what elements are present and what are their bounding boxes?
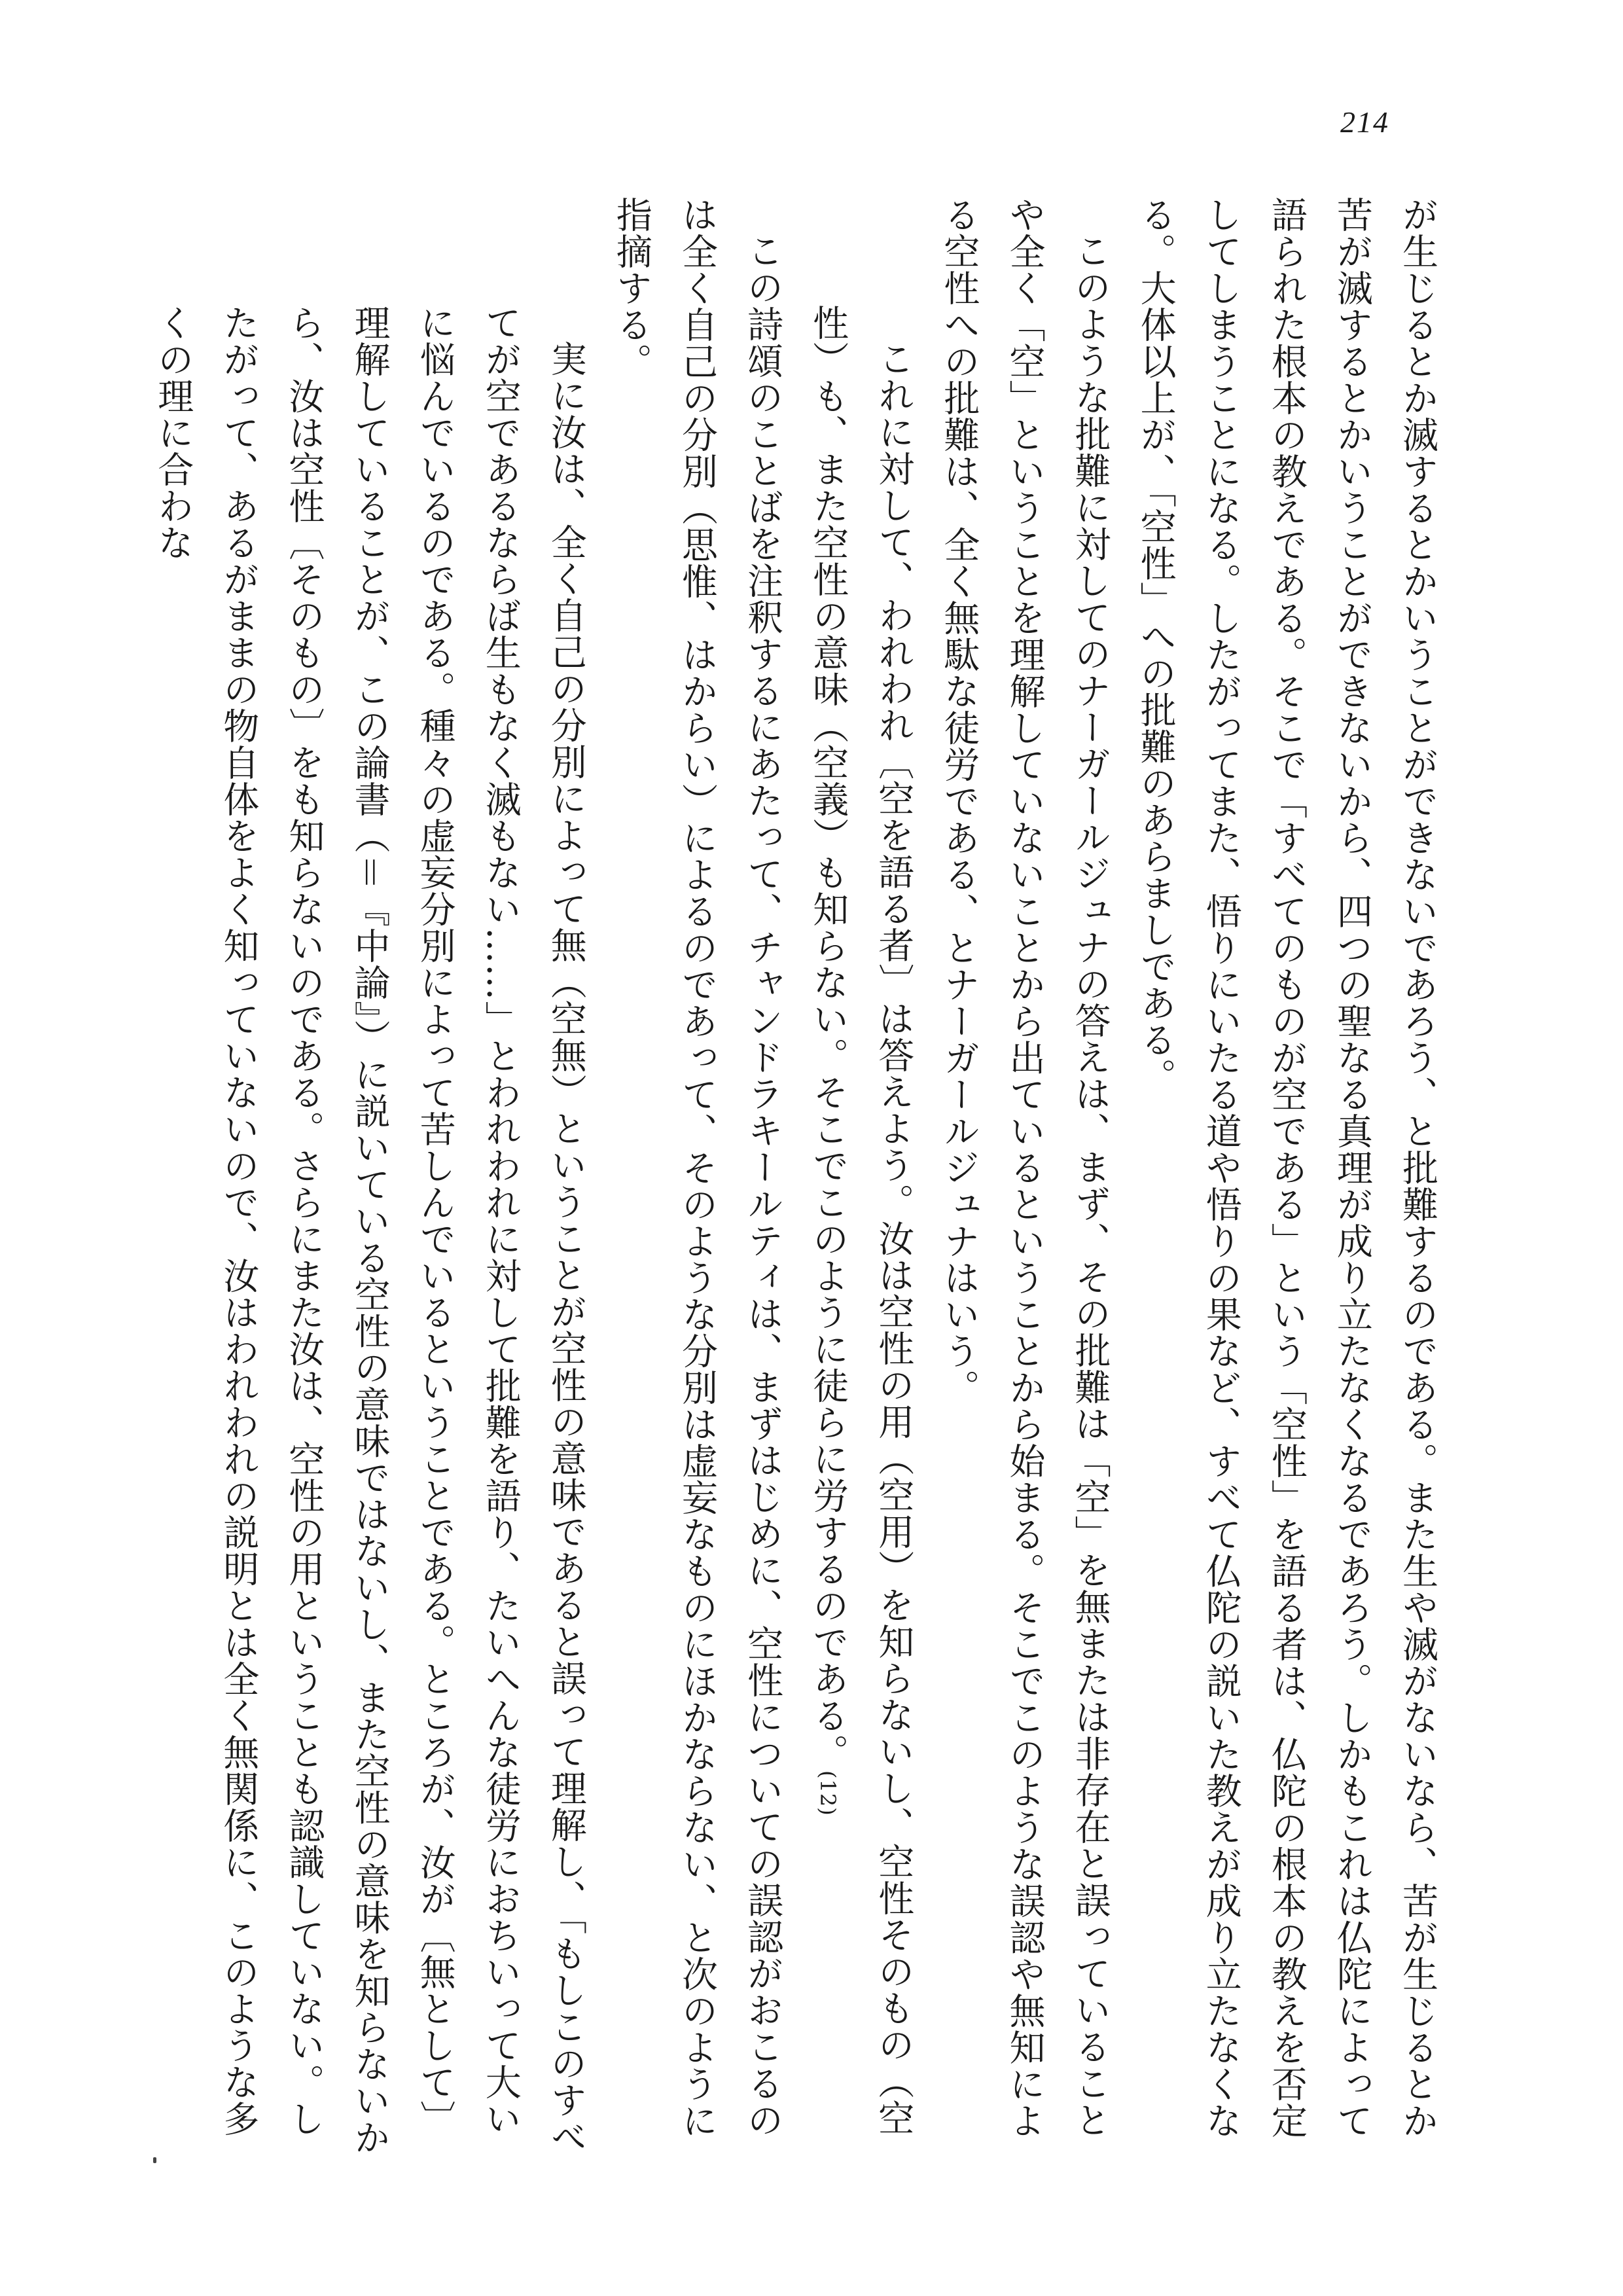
verse-quotation: [795, 196, 926, 2173]
page-number: 214: [1340, 105, 1389, 139]
body-text: [140, 196, 1450, 2173]
paragraph-1: が生じるとか滅するとかいうことができないであろう、と批難するのである。また生や滅がないなら、苦が生じるとか苦が滅するとかいうことができないから、四つの聖なる真理が成り立たなくなるであろう。しかもこれは仏陀によって語られた根本の教えである。そこで「すべてのものが空である」という「空性」を語る者は、仏陀の根本の教えを否定してしまうことになる。したがってまた、悟りにいたる道や悟りの果など、すべて仏陀の説いた教えが成り立たなくなる。大体以上が、「空性」への批難のあらましである。: [1134, 196, 1438, 2139]
verse-text: これに対して、われわれ〔空を語る者〕は答えよう。汝は空性の用（空用）を知らないし、空性そのもの（空性）も、また空性の意味（空義）も知らない。そこでこのように徒らに労するのである。: [807, 304, 915, 2136]
paragraph-4: この詩頌のことばを注釈するにあたって、チャンドラキールティは、まずはじめに、空性についての誤認がおこるのは全く自己の分別（思惟、はからい）によるのであって、そのような分別は虚妄なものにほかならない、と次のように指摘する。: [610, 196, 784, 2139]
scan-speck: [153, 2157, 156, 2163]
paragraph-2: このような批難に対してのナーガールジュナの答えは、まず、その批難は「空」を無または非存在と誤っていることや全く「空」ということを理解していないことから出ているということから始まる。そこでこのような誤認や無知による空性への批難は、全く無駄な徒労である、とナーガールジュナはいう。: [938, 196, 1111, 2139]
commentary-quotation: 実に汝は、全く自己の分別によって無（空無）ということが空性の意味であると誤って理解し、「もしこのすべてが空であるならば生もなく滅もない……」とわれわれに対して批難を語り、たいへんな徒労におちいって大いに悩んでいるのである。種々の虚妄分別によって苦しんでいるということである。ところが、汝が〔無として〕理解していることが、この論書（＝『中論』）に説いている空性の意味ではないし、また空性の意味を知らないから、汝は空性〔そのもの〕をも知らないのである。さらにまた汝は、空性の用ということも認識していない。したがって、あるがままの物自体をよく知っていないので、汝はわれわれの説明とは全く無関係に、このような多くの理に合わな: [152, 304, 587, 2156]
footnote-mark: (12): [815, 1770, 841, 1816]
